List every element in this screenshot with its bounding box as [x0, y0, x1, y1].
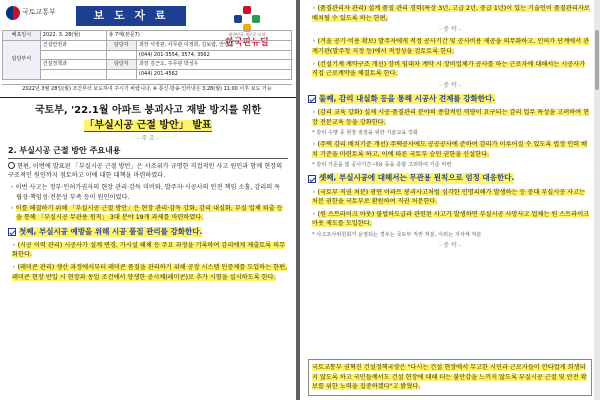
circle-bullet-icon	[8, 162, 15, 169]
ministry-logo	[6, 6, 56, 20]
slogan-subtitle: 대한민국 새로운 도약	[228, 32, 266, 37]
checkbox-icon	[308, 175, 316, 183]
closing-quote-text: 국토교통부 권혁진 건설정책국장은 "다시는 건설 현장에서 무고한 시민과 근로자들이 안타깝게 희생되지 않도록 하고 국민들께서도 건설 현장에 대해 더는 불안감을 느끼지 않도록 부실시공 근절 및 안전 확보를 위한 노력을 집중하겠다"고 밝혔다.	[312, 364, 587, 391]
closing-quote	[308, 359, 592, 396]
intro-paragraph	[8, 162, 288, 181]
sub-paragraph: ◦ (주택 감리 배치기준 개선) 주택공사에도 공공공사에 준하여 감리가 이루어질 수 있도록 법정 인력 배치 기준을 마련토록 하고, 이에 따른 국토부 승인 권한을 신설한다.	[312, 141, 588, 158]
sub-paragraph: ◦ (레미콘 관리) 생산 과정에서부터 레미콘 품질을 관리하기 위해 공장 시스템 인증제를 도입하는 한편, 레미콘 현장 반입 시 현장과 동일 조건에서 양생한 공시체(레미콘)로 추가 시험을 실시하도록 한다.	[12, 264, 288, 281]
sub-paragraph-text: (겨울 공기·비용 확보) 발주자에게 적정 공사기간 및 공사비용 제공을 의무화하고, 인허가 단계에서 관계기관(발주청 지정 등)에서 적정성을 검토토록 한다.	[312, 38, 590, 55]
sub-paragraph-text: (품질관리자 관리) 설계 품질 관리 경력(특상 3년, 고급 2년, 중급 1년)이 있는 기술인이 품질관리자로 배치될 수 있도록 하는 한편,	[312, 5, 590, 22]
point-heading-text: 첫째, 부실시공 예방을 위해 시공 품질 관리를 강화한다.	[19, 226, 203, 236]
scrollbar-thumb[interactable]	[595, 30, 599, 90]
section-title: 2. 부실시공 근절 방안 주요내용	[8, 146, 288, 159]
sub-paragraph-text: (감리 교육 강화) 실제 시공·품질관리 분야의 종합적인 역량이 요구되는 감리 업무 특성을 고려하여 현장 전문교육 등을 강화한다.	[312, 108, 590, 126]
footnote: * 사고조사위원회가 운영되는 경우는 국토부 직권 처분, 이외는 지자체 처분	[312, 232, 482, 238]
bullet-item: ◦ 이를 해결하기 위해 「부실시공 근절 방안」은 현장 관리·감독 강화, 감리 내실화, 부실 업체 퇴출 등을 통해 「부실시공 무관용 원칙」 3대 분야 19개 과제를 마련하였다.	[10, 205, 283, 222]
contact-label-1: 담당자	[106, 40, 136, 50]
embargo-notice: 2022년 3월 28일(월) 조간부터 보도하여 주시기 바랍니다. ※ 통신·방송·인터넷은 3.28(월) 11:00 이후 보도 가능	[2, 84, 292, 93]
subheadline-text: 「부실시공 근절 방안」 발표	[84, 119, 212, 131]
sub-paragraph-text: (원 스트라이크 아웃) 불법하도급과 관련된 사고가 발생하면 부실시공 사망사고 업체는 원 스트라이크 아웃 제도를 도입한다.	[312, 210, 590, 228]
left-page	[0, 0, 296, 400]
page-count: 총 7매(본문7)	[106, 31, 291, 41]
sub-paragraph: ◦ (시공 이력 관리) 시공사가 설계 변경, 가시설 해체 등 주요 과정을 기록하여 감리에게 제출토록 의무화한다.	[12, 241, 286, 259]
contact-phone-1: (044) 201-3554, 3574, 3562	[136, 50, 291, 60]
omission-divider: - 중 략 -	[439, 242, 461, 250]
checkbox-icon	[8, 228, 16, 236]
sub-paragraph: ◦ (품질관리자 관리) 설계 품질 관리 경력(특상 3년, 고급 2년, 중급 1년)이 있는 기술인이 품질관리자로 배치될 수 있도록 하는 한편,	[312, 5, 590, 22]
press-release-header	[0, 0, 296, 98]
vertical-scrollbar[interactable]	[594, 0, 600, 400]
slogan-title: 한국판뉴딜	[225, 38, 269, 49]
contact-names-1: 과장 서정관, 사무관 이정희, 김보람, 안일준	[136, 40, 291, 50]
subheadline	[0, 119, 296, 133]
sub-paragraph: ◦ (건설기계 계약구조 개선) 장비 임대차 계약 시 장비업체가 공사를 하는 근로자에 대해서는 시공사가 직접 근로계약을 체결토록 한다.	[312, 60, 586, 78]
sub-paragraph-text: (건설기계 계약구조 개선) 장비 임대차 계약 시 장비업체가 공사를 하는 근로자에 대해서는 시공사가 직접 근로계약을 체결토록 한다.	[312, 60, 586, 78]
point-heading-1	[8, 227, 288, 237]
right-page	[300, 0, 600, 400]
contact-names-2: 과장 김근오, 주무관 박성우	[136, 60, 291, 70]
doc-title: 보 도 자 료	[76, 6, 186, 26]
bullet-text: 이번 사고는 정부·인허가권자의 현장 관리·감독 미비와, 발주자·시공사의 안전 책임 소홀, 감리의 독립성·책임성·전문성 부족 등이 원인이었다.	[15, 184, 281, 201]
point-heading-2	[308, 94, 592, 104]
contact-phone-2: (044) 201-4562	[136, 70, 291, 80]
footnote: * 감리 수행 중 현장 점검을 위한 기술교육 강화	[312, 130, 418, 137]
dept-name-2: 건설정책과	[40, 60, 106, 70]
sub-paragraph-text: (레미콘 관리) 생산 과정에서부터 레미콘 품질을 관리하기 위해 공장 시스템 인증제를 도입하는 한편, 레미콘 현장 반입 시 현장과 동일 조건에서 양생한 공시체(레미콘)로 추가 시험을 실시하도록 한다.	[12, 264, 288, 281]
intro-text: 현편, 이번에 발표된 「부실시공 근절 방안」은 사조위가 규명한 직접적인 사고 원인과 함께 현장의 구조적인 원인까지 점토하고 이에 대한 대책을 마련하였다.	[8, 162, 283, 180]
checkbox-icon	[308, 95, 316, 103]
footnote: * 감리 기준을 및 공사기간·내용 등을 종합 고려하여 기준 마련	[312, 162, 452, 169]
sub-paragraph: ◦ (원 스트라이크 아웃) 불법하도급과 관련된 사고가 발생하면 부실시공 사망사고 업체는 원 스트라이크 아웃 제도를 도입한다.	[312, 210, 590, 228]
taegeuk-icon	[6, 6, 20, 20]
headline: 국토부, '22.1월 아파트 붕괴사고 재발 방지를 위한	[34, 105, 262, 116]
point-heading-3	[308, 173, 592, 183]
new-deal-icon	[234, 6, 260, 32]
sub-paragraph-text: (시공 이력 관리) 시공사가 설계 변경, 가시설 해체 등 주요 과정을 기록하여 감리에게 제출토록 의무화한다.	[12, 241, 286, 259]
dept-label: 담당부서	[3, 40, 41, 79]
point-heading-text: 셋째, 부실시공에 대해서는 무관용 원칙으로 엄정 대응한다.	[319, 173, 515, 183]
sub-paragraph: ◦ (국토부 직권 처분) 광연 아파트 붕괴사고처럼 심각한 인명피해가 발생하는 등 중대 부실시공 사고는 처분 권한을 국토부로 환원하여 직권 처분한다.	[312, 188, 586, 206]
omission-divider: - 중 략 -	[439, 26, 461, 34]
contact-table	[2, 30, 292, 80]
omission-divider: - 중 략 -	[439, 81, 461, 89]
sub-paragraph: ◦ (겨울 공기·비용 확보) 발주자에게 적정 공사기간 및 공사비용 제공을 의무화하고, 인허가 단계에서 관계기관(발주청 지정 등)에서 적정성을 검토토록 한다.	[312, 38, 590, 55]
omission-divider: - 주 요 -	[137, 135, 159, 142]
release-date-label: 배포일시	[3, 31, 41, 41]
point-heading-text: 둘째, 감리 내실화 등을 통해 시공사 견제를 강화한다.	[319, 93, 496, 103]
sub-paragraph: ◦ (감리 교육 강화) 실제 시공·품질관리 분야의 종합적인 역량이 요구되는 감리 업무 특성을 고려하여 현장 전문교육 등을 강화한다.	[312, 108, 590, 126]
sub-paragraph-text: (주택 감리 배치기준 개선) 주택공사에도 공공공사에 준하여 감리가 이루어질 수 있도록 법정 인력 배치 기준을 마련토록 하고, 이에 따른 국토부 승인 권한을 신설한다.	[312, 141, 588, 158]
dept-name-1: 건설안전과	[40, 40, 106, 50]
contact-label-2: 담당자	[106, 60, 136, 70]
sub-paragraph-text: (국토부 직권 처분) 광연 아파트 붕괴사고처럼 심각한 인명피해가 발생하는 등 중대 부실시공 사고는 처분 권한을 국토부로 환원하여 직권 처분한다.	[312, 188, 586, 206]
ministry-name: 국토교통부	[22, 8, 56, 17]
bullet-item: ◦ 이번 사고는 정부·인허가권자의 현장 관리·감독 미비와, 발주자·시공사의 안전 책임 소홀, 감리의 독립성·책임성·전문성 부족 등이 원인이었다.	[10, 184, 281, 201]
release-date: 2022. 3. 28(월)	[40, 31, 106, 41]
bullet-text: 이를 해결하기 위해 「부실시공 근절 방안」은 현장 관리·감독 강화, 감리 내실화, 부실 업체 퇴출 등을 통해 「부실시공 무관용 원칙」 3대 분야 19개 과제를 마련하였다.	[15, 205, 283, 222]
